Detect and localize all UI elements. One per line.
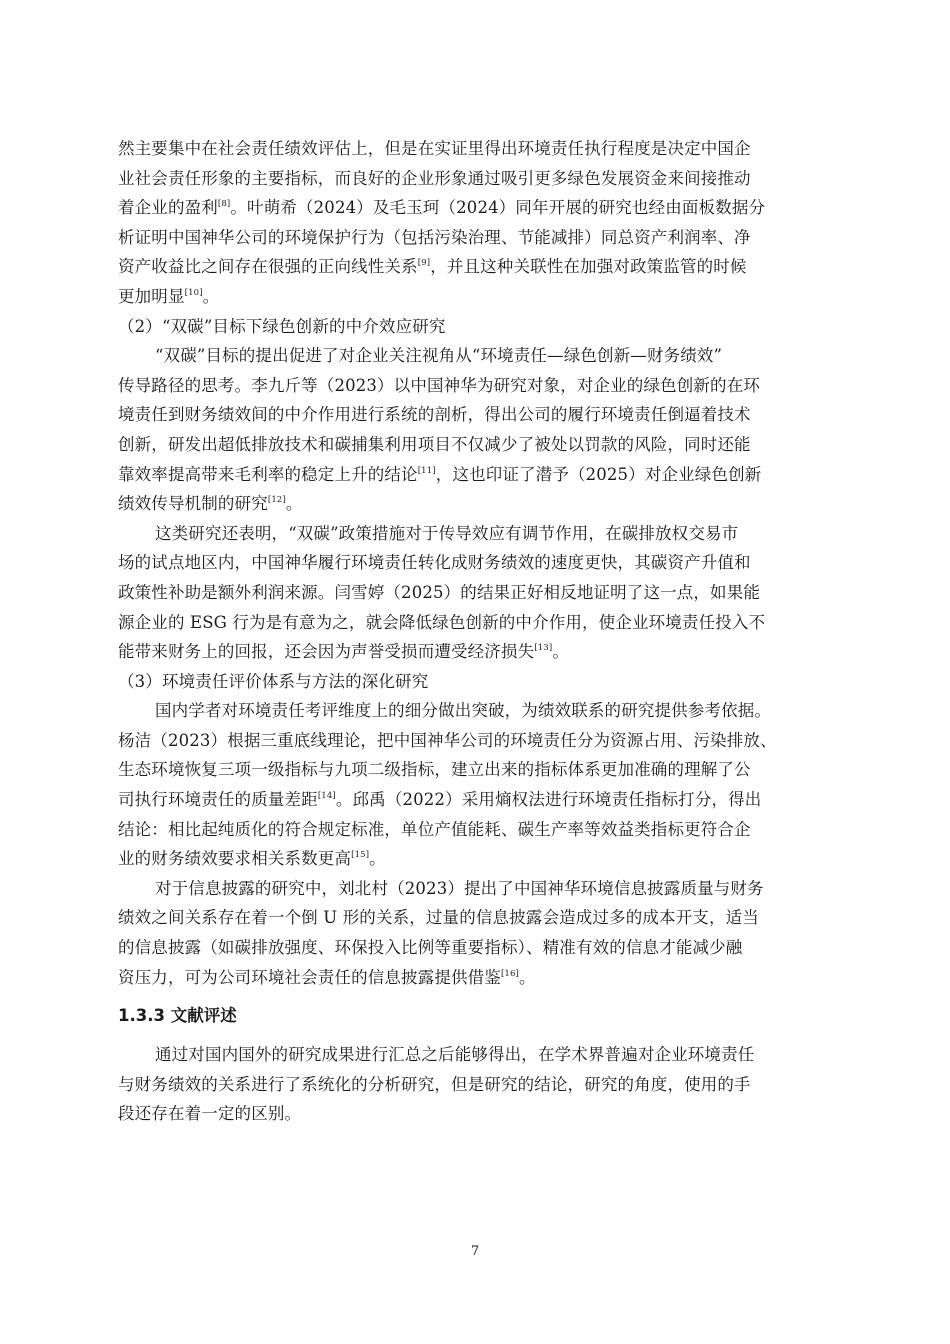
- line-text: 着企业的盈利: [118, 198, 218, 218]
- text-line: [118, 193, 840, 223]
- text-line: [118, 312, 840, 342]
- line-text-after: 。叶萌希（2024）及毛玉珂（2024）同年开展的研究也经由面板数据分: [230, 198, 766, 218]
- text-line: [118, 460, 840, 490]
- text-line: [118, 164, 840, 194]
- line-text: 结论：相比起纯质化的符合规定标准，单位产值能耗、碳生产率等效益类指标更符合企: [118, 819, 751, 839]
- text-line: [118, 341, 840, 371]
- text-line: [118, 430, 840, 460]
- line-text: 创新，研发出超低排放技术和碳捕集利用项目不仅减少了被处以罚款的风险，同时还能: [118, 434, 751, 454]
- line-text-after: 。: [519, 967, 536, 987]
- line-text: 杨洁（2023）根据三重底线理论，把中国神华公司的环境责任分为资源占用、污染排放、: [118, 730, 777, 750]
- line-text: 境责任到财务绩效间的中介作用进行系统的剖析，得出公司的履行环境责任倒逼着技术: [118, 405, 751, 425]
- text-line: [118, 1040, 840, 1070]
- line-text: 析证明中国神华公司的环境保护行为（包括污染治理、节能减排）同总资产利润率、净: [118, 227, 751, 247]
- body-text: [118, 134, 840, 992]
- text-line: [118, 844, 840, 874]
- line-text: （3）环境责任评价体系与方法的深化研究: [118, 671, 429, 691]
- line-text-after: 。: [202, 286, 220, 306]
- document-body: [118, 134, 840, 1129]
- line-text: 通过对国内国外的研究成果进行汇总之后能够得出，在学术界普遍对企业环境责任: [155, 1045, 755, 1065]
- line-text-after: ，并且这种关联性在加强对政策监管的时候: [430, 257, 747, 277]
- section-title: 文献评述: [170, 1006, 237, 1026]
- line-text: 传导路径的思考。李九斤等（2023）以中国神华为研究对象，对企业的绿色创新的在环: [118, 375, 760, 395]
- page-number: 7: [470, 1244, 480, 1259]
- text-line: [118, 371, 840, 401]
- citation-ref: [10]: [184, 287, 203, 298]
- line-text: 政策性补助是额外利润来源。闫雪婷（2025）的结果正好相反地证明了这一点，如果能: [118, 582, 760, 602]
- line-text: （2）“双碳”目标下绿色创新的中介效应研究: [118, 316, 446, 336]
- line-text-after: 。: [369, 849, 386, 869]
- citation-ref: [15]: [351, 850, 370, 861]
- citation-ref: [11]: [417, 465, 436, 476]
- line-text: 司执行环境责任的质量差距: [118, 790, 318, 810]
- text-line: [118, 282, 840, 312]
- text-line: [118, 489, 840, 519]
- line-text: 然主要集中在社会责任绩效评估上，但是在实证里得出环境责任执行程度是决定中国企: [118, 139, 751, 158]
- text-line: [118, 134, 840, 164]
- text-line: [118, 667, 840, 697]
- text-line: [118, 933, 840, 963]
- line-text: 能带来财务上的回报，还会因为声誉受损而遭受经济损失: [118, 642, 535, 662]
- line-text-after: 。邱禹（2022）采用熵权法进行环境责任指标打分，得出: [335, 790, 762, 810]
- text-line: [118, 252, 840, 282]
- line-text: 这类研究还表明，“双碳”政策措施对于传导效应有调节作用，在碳排放权交易市: [155, 523, 739, 543]
- text-line: [118, 963, 840, 993]
- text-line: [118, 548, 840, 578]
- line-text: 源企业的 ESG 行为是有意为之，就会降低绿色创新的中介作用，使企业环境责任投入不: [118, 612, 766, 632]
- line-text: 业社会责任形象的主要指标，而良好的企业形象通过吸引更多绿色发展资金来间接推动: [118, 168, 751, 188]
- citation-ref: [14]: [317, 791, 336, 802]
- section-number: 1.3.3: [118, 1006, 165, 1026]
- citation-ref: [9]: [417, 258, 431, 269]
- text-line: [118, 578, 840, 608]
- line-text: 绩效传导机制的研究: [118, 494, 268, 514]
- text-line: [118, 696, 840, 726]
- line-text: 的信息披露（如碳排放强度、环保投入比例等重要指标）、精准有效的信息才能减少融: [118, 938, 743, 958]
- line-text: 生态环境恢复三项一级指标与九项二级指标，建立出来的指标体系更加准确的理解了公: [118, 760, 751, 780]
- citation-ref: [12]: [267, 495, 286, 506]
- line-text-after: 。: [285, 494, 303, 514]
- line-text: 场的试点地区内，中国神华履行环境责任转化成财务绩效的速度更快，其碳资产升值和: [118, 553, 751, 573]
- closing-text: [118, 1040, 840, 1129]
- line-text: 业的财务绩效要求相关系数更高: [118, 849, 352, 869]
- citation-ref: [13]: [534, 643, 553, 654]
- line-text: 与财务绩效的关系进行了系统化的分析研究，但是研究的结论，研究的角度，使用的手: [118, 1074, 751, 1094]
- line-text: 绩效之间关系存在着一个倒 U 形的关系，过量的信息披露会造成过多的成本开支，适当: [118, 908, 759, 928]
- text-line: [118, 519, 840, 549]
- citation-ref: [8]: [217, 199, 231, 210]
- text-line: [118, 400, 840, 430]
- text-line: [118, 1099, 840, 1129]
- section-heading: [118, 1000, 840, 1032]
- line-text: 靠效率提高带来毛利率的稳定上升的结论: [118, 464, 418, 484]
- text-line: [118, 785, 840, 815]
- text-line: [118, 755, 840, 785]
- line-text: 资产收益比之间存在很强的正向线性关系: [118, 257, 418, 277]
- text-line: [118, 815, 840, 845]
- text-line: [118, 223, 840, 253]
- line-text: 更加明显: [118, 286, 185, 306]
- text-line: [118, 874, 840, 904]
- line-text-after: 。: [552, 642, 569, 662]
- text-line: [118, 637, 840, 667]
- line-text: 国内学者对环境责任考评维度上的细分做出突破，为绩效联系的研究提供参考依据。: [155, 701, 772, 721]
- line-text: “双碳”目标的提出促进了对企业关注视角从“环境责任—绿色创新—财务绩效”: [155, 346, 723, 366]
- line-text: 对于信息披露的研究中，刘北村（2023）提出了中国神华环境信息披露质量与财务: [155, 878, 764, 898]
- text-line: [118, 726, 840, 756]
- text-line: [118, 608, 840, 638]
- text-line: [118, 1070, 840, 1100]
- line-text: 资压力，可为公司环境社会责任的信息披露提供借鉴: [118, 967, 501, 987]
- citation-ref: [16]: [500, 968, 520, 979]
- line-text: 段还存在着一定的区别。: [118, 1104, 302, 1124]
- text-line: [118, 903, 840, 933]
- line-text-after: ，这也印证了潜予（2025）对企业绿色创新: [435, 464, 762, 484]
